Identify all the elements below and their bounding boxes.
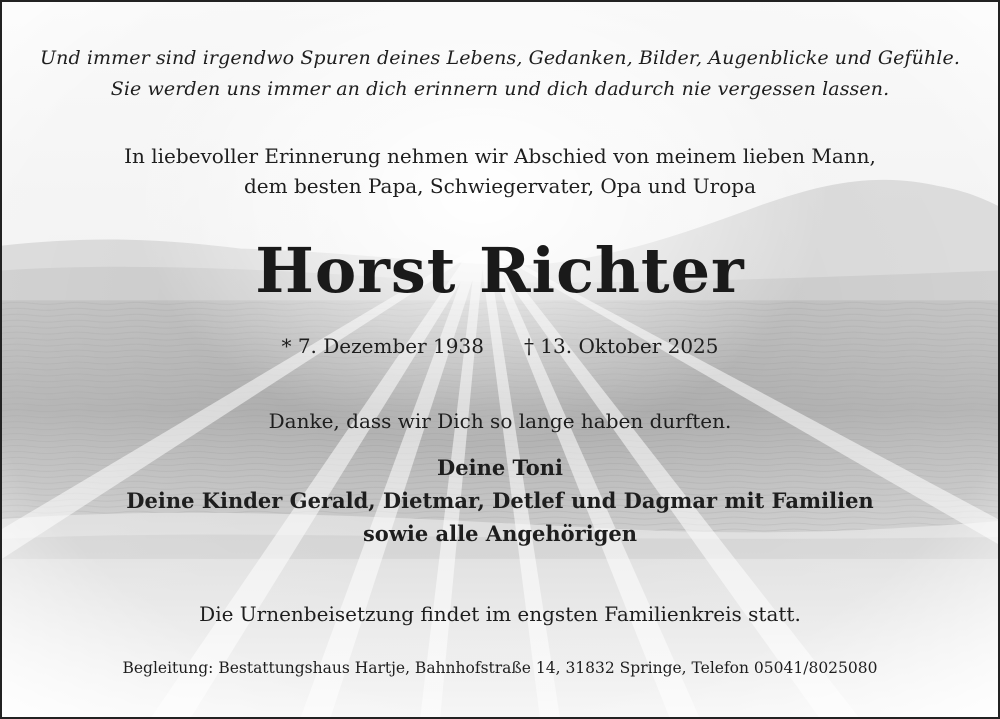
undertaker-info: Begleitung: Bestattungshaus Hartje, Bahnhofstraße 14, 31832 Springe, Telefon 05041/8025080	[122, 659, 878, 677]
death-date: † 13. Oktober 2025	[523, 334, 719, 358]
verse-line-1: Und immer sind irgendwo Spuren deines Lebens, Gedanken, Bilder, Augenblicke und Gefühle.	[40, 47, 960, 69]
birth-date: * 7. Dezember 1938	[281, 334, 484, 358]
obituary-text	[2, 2, 998, 717]
verse-line-2: Sie werden uns immer an dich erinnern und dich dadurch nie vergessen lassen.	[110, 78, 890, 100]
burial-notice: Die Urnenbeisetzung findet im engsten Familienkreis statt.	[199, 602, 801, 626]
intro-line-1: In liebevoller Erinnerung nehmen wir Abschied von meinem lieben Mann,	[124, 144, 876, 168]
mourners-line-2: Deine Kinder Gerald, Dietmar, Detlef und Dagmar mit Familien	[126, 488, 874, 513]
thanks-line: Danke, dass wir Dich so lange haben durften.	[268, 409, 732, 433]
mourners-line-3: sowie alle Angehörigen	[362, 521, 638, 546]
intro-line-2: dem besten Papa, Schwiegervater, Opa und Uropa	[244, 174, 756, 198]
life-dates	[2, 334, 998, 358]
mourners-line-1: Deine Toni	[437, 455, 563, 480]
deceased-name: Horst Richter	[255, 234, 745, 307]
